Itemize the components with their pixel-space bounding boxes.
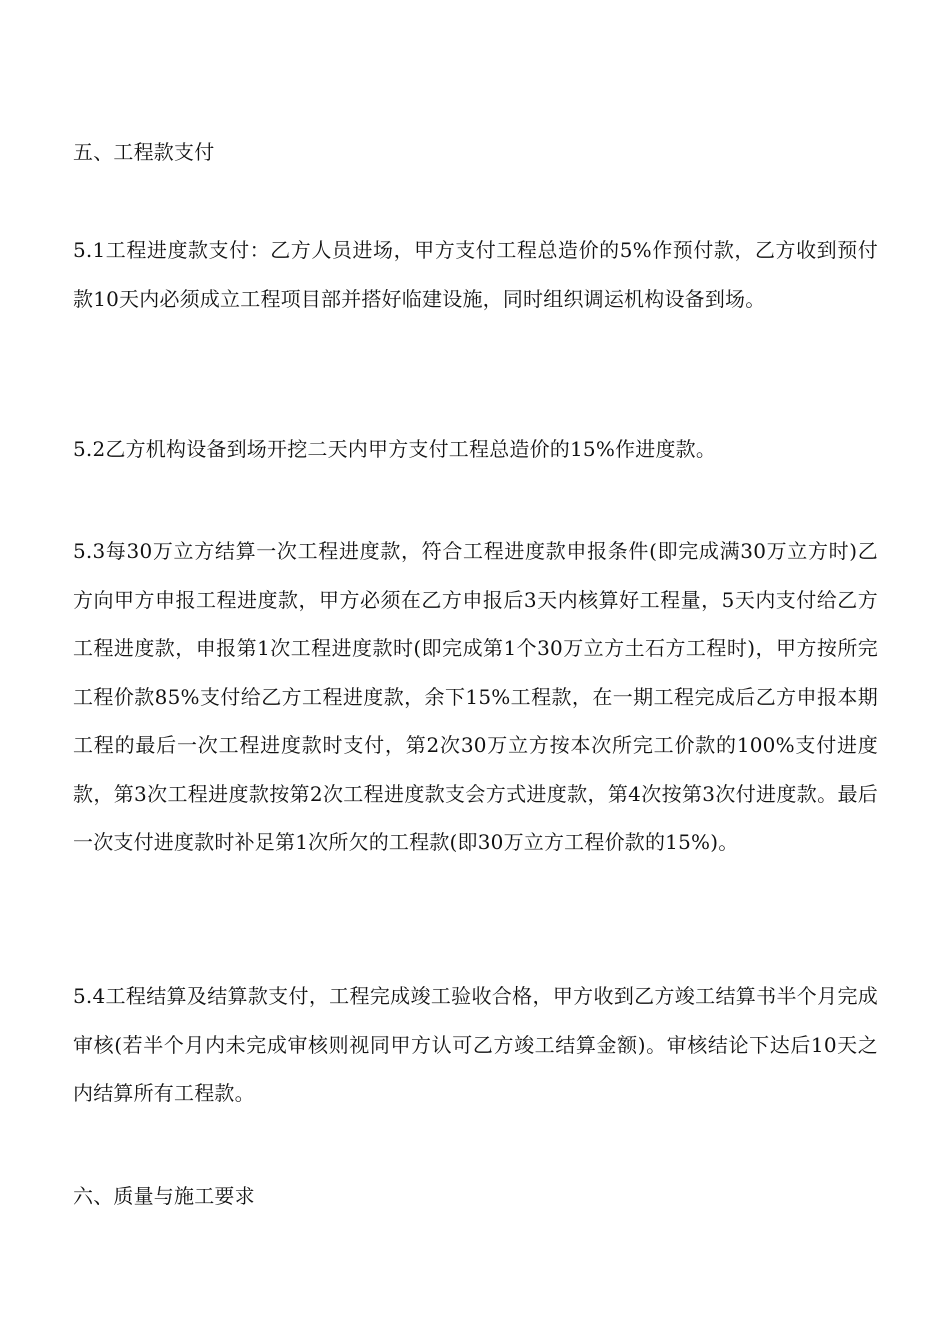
- section-5-heading: 五、工程款支付: [73, 140, 215, 164]
- clause-5-4: 5.4工程结算及结算款支付，工程完成竣工验收合格，甲方收到乙方竣工结算书半个月完成审核(若半个月内未完成审核则视同甲方认可乙方竣工结算金额)。审核结论下达后10天之内结算所有工程款。: [73, 984, 878, 1105]
- clause-5-2: 5.2乙方机构设备到场开挖二天内甲方支付工程总造价的15%作进度款。: [73, 437, 717, 461]
- section-6-heading: 六、质量与施工要求: [73, 1184, 255, 1208]
- clause-5-3: 5.3每30万立方结算一次工程进度款，符合工程进度款申报条件(即完成满30万立方时)乙方向甲方申报工程进度款，甲方必须在乙方申报后3天内核算好工程量，5天内支付给乙方工程进度款，申报第1次工程进度款时(即完成第1个30万立方土石方工程时)，甲方按所完工程价款85%支付给乙方工程进度款，余下15%工程款，在一期工程完成后乙方申报本期工程的最后一次工程进度款时支付，第2次30万立方按本次所完工价款的100%支付进度款，第3次工程进度款按第2次工程进度款支会方式进度款，第4次按第3次付进度款。最后一次支付进度款时补足第1次所欠的工程款(即30万立方工程价款的15%)。: [73, 539, 878, 854]
- clause-5-1: 5.1工程进度款支付：乙方人员进场，甲方支付工程总造价的5%作预付款，乙方收到预付款10天内必须成立工程项目部并搭好临建设施，同时组织调运机构设备到场。: [73, 238, 878, 311]
